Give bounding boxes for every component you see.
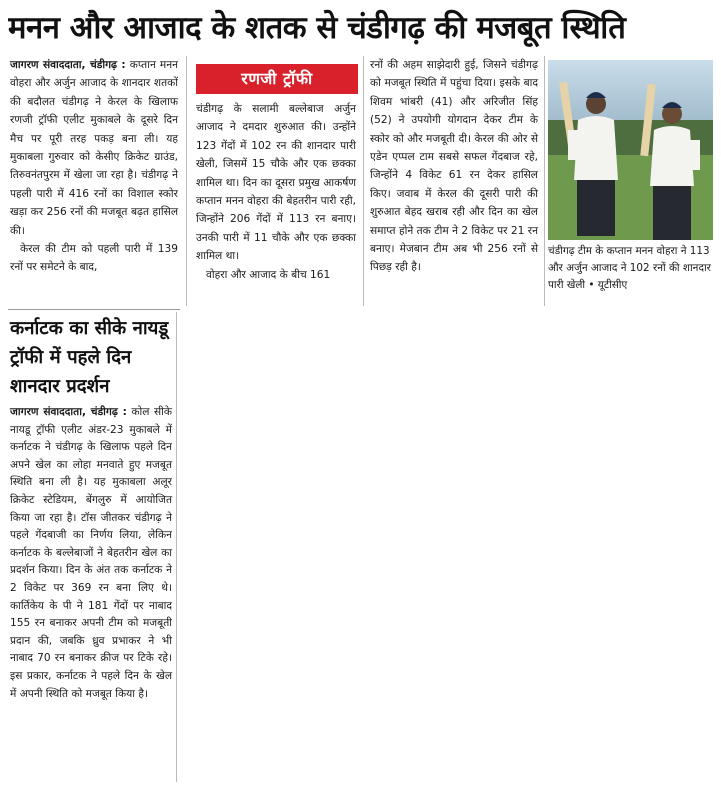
byline: जागरण संवाददाता, चंडीगढ़ : xyxy=(10,59,126,71)
column-divider xyxy=(186,56,187,306)
column-divider xyxy=(544,56,545,306)
paragraph: रनों की अहम साझेदारी हुई, जिसने चंडीगढ़ को मजबूत स्थिति में पहुंचा दिया। इसके बाद शिवम भांबरी (41) और अरिजीत सिंह (52) ने उपयोगी योगदान देकर टीम के स्कोर को और मजबूती दी। केरल की ओर से एडेन एप्पल टाम सबसे सफल गेंदबाज रहे, जिन्होंने 4 विकेट 61 रन देकर हासिल किए। जवाब में केरल की दूसरी पारी की शुरुआत बेहद खराब रही और दिन का खेल समाप्त होने तक टीम ने 2 विकेट पर 21 रन बनाए। मेजबान टीम अब भी 256 रनों से पिछड़ रही है। xyxy=(370,59,538,274)
paragraph: चंडीगढ़ के सलामी बल्लेबाज अर्जुन आजाद ने दमदार शुरुआत की। उन्होंने 123 गेंदों में 102 रन की शानदार पारी खेली, जिसमें 15 चौके और एक छक्का शामिल था। दिन का दूसरा प्रमुख आकर्षण कप्तान मनन वोहरा की बेहतरीन पारी रही, जिन्होंने 206 गेंदों में 113 रन बनाए। उनकी पारी में 11 चौके और एक छक्का शामिल था। xyxy=(196,103,356,263)
main-story-column-2 xyxy=(196,100,356,284)
column-divider xyxy=(363,56,364,306)
main-story-column-1 xyxy=(10,56,178,277)
headline: मनन और आजाद के शतक से चंडीगढ़ की मजबूत स्थिति xyxy=(8,10,626,46)
byline: जागरण संवाददाता, चंडीगढ़ : xyxy=(10,406,127,418)
story-divider xyxy=(8,309,180,310)
paragraph: कप्तान मनन वोहरा और अर्जुन आजाद के शानदार शतकों की बदौलत चंडीगढ़ ने केरल के खिलाफ रणजी ट्रॉफी एलीट मुकाबले के दूसरे दिन मैच पर पूरी तरह पकड़ बना ली। यह मुकाबला गुरुवार को केसीए क्रिकेट ग्राउंड, तिरुवनंतपुरम में खेला जा रहा है। चंडीगढ़ ने पहली पारी में 416 रनों का विशाल स्कोर खड़ा कर 256 रनों की मजबूत बढ़त हासिल की। xyxy=(10,59,178,237)
paragraph: कोल सीके नायडू ट्रॉफी एलीट अंडर-23 मुकाबले में कर्नाटक ने चंडीगढ़ के खिलाफ पहले दिन अपने खेल का लोहा मनवाते हुए मजबूत स्थिति बना ली है। यह मुकाबला अलूर क्रिकेट स्टेडियम, बेंगलुरु में आयोजित किया जा रहा है। टॉस जीतकर चंडीगढ़ ने पहले गेंदबाजी का निर्णय लिया, लेकिन कर्नाटक के बल्लेबाजों ने बेहतरीन खेल का प्रदर्शन किया। दिन के अंत तक कर्नाटक ने 2 विकेट पर 369 रन बना लिए थे। कार्तिकेय के पी ने 181 गेंदों पर नाबाद 155 रन बनाकर अपनी टीम को मजबूती प्रदान की, जबकि ध्रुव प्रभाकर ने भी नाबाद 70 रन बनाकर क्रीज पर टिके रहे। इस प्रकार, कर्नाटक ने पहले दिन के खेल में अपनी स्थिति को मजबूत किया है। xyxy=(10,406,172,700)
second-story-headline: कर्नाटक का सीके नायडू ट्रॉफी में पहले दिन शानदार प्रदर्शन xyxy=(10,318,169,397)
paragraph: वोहरा और आजाद के बीच 161 xyxy=(206,268,331,281)
cricketers-photo-icon xyxy=(548,60,713,240)
column-divider xyxy=(176,312,177,782)
news-photo xyxy=(548,60,713,240)
section-badge: रणजी ट्रॉफी xyxy=(196,64,358,94)
main-story-column-3 xyxy=(370,56,538,277)
photo-caption: चंडीगढ़ टीम के कप्तान मनन वोहरा ने 113 और अर्जुन आजाद ने 102 रनों की शानदार पारी खेली • यूटीसीए xyxy=(548,245,711,291)
second-story-body xyxy=(10,404,172,703)
paragraph: केरल की टीम को पहली पारी में 139 रनों पर समेटने के बाद, xyxy=(10,243,178,274)
